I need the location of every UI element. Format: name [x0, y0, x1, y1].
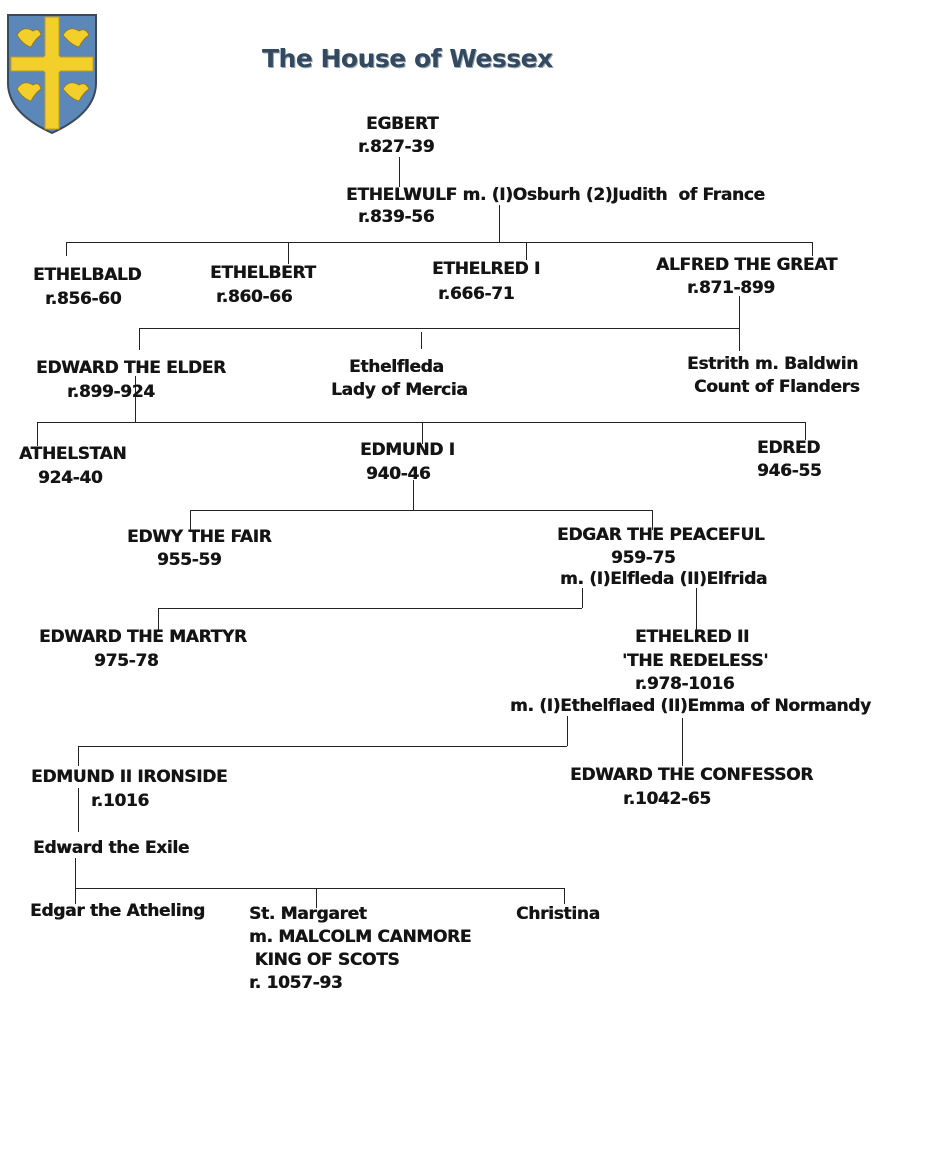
person-reign-edmund-i: 940-46	[366, 464, 431, 484]
connector-line	[78, 788, 79, 832]
person-title-estrith: Count of Flanders	[694, 377, 860, 397]
person-name-ethelred-ii: ETHELRED II	[635, 627, 749, 647]
person-name-edgar: EDGAR THE PEACEFUL	[557, 525, 765, 545]
person-name-alfred: ALFRED THE GREAT	[656, 255, 837, 275]
person-reign-margaret: r. 1057-93	[249, 973, 343, 993]
connector-line	[582, 588, 583, 608]
person-name-egbert: EGBERT	[366, 114, 439, 134]
connector-line	[399, 157, 400, 187]
person-reign-ethelbald: r.856-60	[45, 289, 122, 309]
person-name-athelstan: ATHELSTAN	[19, 444, 127, 464]
person-name-edmund-ii: EDMUND II IRONSIDE	[31, 767, 228, 787]
person-reign-alfred: r.871-899	[687, 278, 775, 298]
connector-line	[288, 242, 289, 264]
person-name-ethelbert: ETHELBERT	[210, 263, 316, 283]
person-name-ethelred-i: ETHELRED I	[432, 259, 540, 279]
connector-line	[37, 422, 805, 423]
connector-line	[139, 328, 140, 350]
connector-line	[682, 718, 683, 766]
connector-line	[739, 296, 740, 351]
person-name-edward-martyr: EDWARD THE MARTYR	[39, 627, 247, 647]
person-name-ethelfleda: Ethelfleda	[349, 357, 444, 377]
person-reign-ethelbert: r.860-66	[216, 287, 293, 307]
person-marriage-margaret: m. MALCOLM CANMORE	[249, 927, 472, 947]
person-name-edward-exile: Edward the Exile	[33, 838, 190, 858]
connector-line	[567, 716, 568, 746]
person-name-christina: Christina	[516, 904, 600, 924]
person-reign-confessor: r.1042-65	[623, 789, 711, 809]
person-marriage-edgar: m. (I)Elfleda (II)Elfrida	[560, 569, 768, 589]
person-name-edgar-atheling: Edgar the Atheling	[30, 901, 205, 921]
connector-line	[421, 332, 422, 349]
person-name-edred: EDRED	[757, 438, 821, 458]
person-reign-ethelred-i: r.666-71	[438, 284, 515, 304]
coat-of-arms-logo	[5, 13, 99, 135]
person-reign-edgar: 959-75	[611, 548, 676, 568]
connector-line	[75, 858, 76, 888]
connector-line	[158, 608, 582, 609]
person-name-ethelbald: ETHELBALD	[33, 265, 142, 285]
person-name-confessor: EDWARD THE CONFESSOR	[570, 765, 813, 785]
page-title: The House of Wessex	[262, 44, 553, 73]
connector-line	[139, 328, 739, 329]
person-reign-ethelwulf: r.839-56	[358, 207, 435, 227]
person-title-margaret: KING OF SCOTS	[249, 950, 400, 970]
connector-line	[499, 205, 500, 242]
connector-line	[66, 242, 67, 256]
connector-line	[190, 510, 652, 511]
connector-line	[78, 746, 567, 747]
connector-line	[75, 888, 564, 889]
person-marriage-ethelred-ii: m. (I)Ethelflaed (II)Emma of Normandy	[510, 696, 871, 716]
person-name-edmund-i: EDMUND I	[360, 440, 455, 460]
person-reign-edmund-ii: r.1016	[91, 791, 149, 811]
connector-line	[78, 746, 79, 766]
person-name-margaret: St. Margaret	[249, 904, 367, 924]
person-reign-egbert: r.827-39	[358, 137, 435, 157]
person-reign-athelstan: 924-40	[38, 468, 103, 488]
person-name-edward-elder: EDWARD THE ELDER	[36, 358, 226, 378]
connector-line	[66, 242, 812, 243]
person-epithet-ethelred-ii: 'THE REDELESS'	[622, 651, 769, 671]
person-reign-edred: 946-55	[757, 461, 822, 481]
person-reign-edward-martyr: 975-78	[94, 651, 159, 671]
person-reign-edwy: 955-59	[157, 550, 222, 570]
person-name-estrith: Estrith m. Baldwin	[687, 354, 858, 374]
person-name-edwy: EDWY THE FAIR	[127, 527, 272, 547]
person-reign-ethelred-ii: r.978-1016	[635, 674, 735, 694]
person-title-ethelfleda: Lady of Mercia	[331, 380, 468, 400]
person-reign-edward-elder: r.899-924	[67, 382, 155, 402]
connector-line	[564, 888, 565, 904]
person-name-ethelwulf: ETHELWULF m. (I)Osburh (2)Judith of France	[346, 185, 765, 205]
